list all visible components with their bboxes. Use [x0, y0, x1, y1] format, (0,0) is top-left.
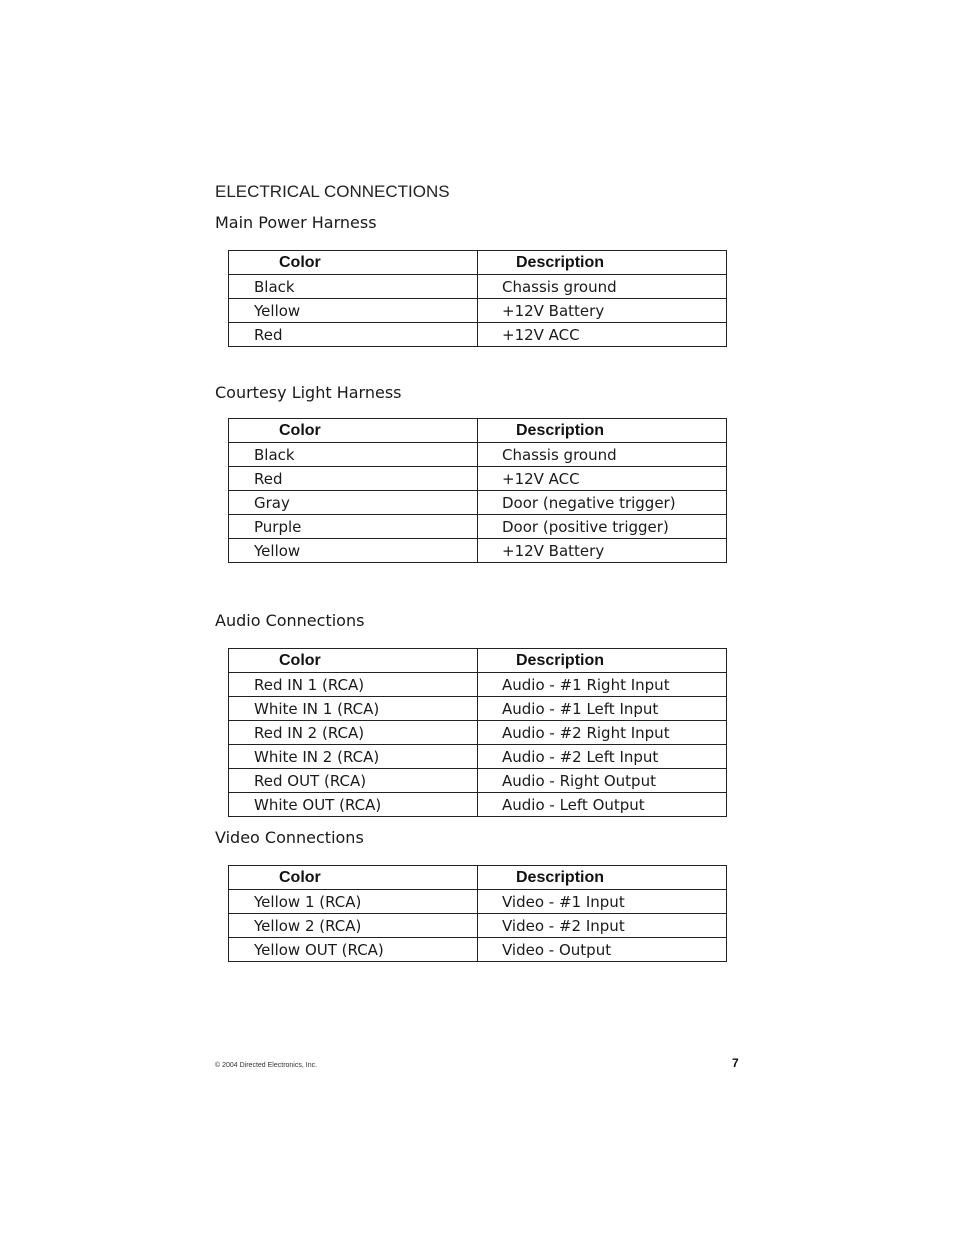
color-cell: White IN 2 (RCA)	[229, 745, 478, 769]
audio-table	[228, 648, 727, 817]
table-row	[229, 491, 727, 515]
color-cell: Yellow 1 (RCA)	[229, 890, 478, 914]
table-row	[229, 793, 727, 817]
color-cell: Red OUT (RCA)	[229, 769, 478, 793]
table-row	[229, 275, 727, 299]
description-header: Description	[478, 866, 727, 890]
description-cell: Audio - #2 Left Input	[478, 745, 727, 769]
description-header: Description	[478, 251, 727, 275]
color-header: Color	[229, 251, 478, 275]
page-number: 7	[732, 1056, 739, 1070]
audio-title: Audio Connections	[215, 611, 365, 630]
table-row	[229, 697, 727, 721]
table-row	[229, 515, 727, 539]
table-row	[229, 745, 727, 769]
color-cell: Black	[229, 275, 478, 299]
color-cell: Red IN 1 (RCA)	[229, 673, 478, 697]
description-cell: Audio - #2 Right Input	[478, 721, 727, 745]
description-cell: +12V ACC	[478, 467, 727, 491]
table-header-row	[229, 419, 727, 443]
table-row	[229, 890, 727, 914]
page-heading: ELECTRICAL CONNECTIONS	[215, 182, 450, 201]
color-cell: Black	[229, 443, 478, 467]
color-cell: Red	[229, 467, 478, 491]
color-cell: Yellow OUT (RCA)	[229, 938, 478, 962]
description-cell: Door (positive trigger)	[478, 515, 727, 539]
courtesy-table	[228, 418, 727, 563]
description-cell: +12V Battery	[478, 539, 727, 563]
color-cell: White IN 1 (RCA)	[229, 697, 478, 721]
video-table	[228, 865, 727, 962]
description-cell: Chassis ground	[478, 443, 727, 467]
color-cell: Yellow 2 (RCA)	[229, 914, 478, 938]
description-cell: Audio - Left Output	[478, 793, 727, 817]
color-cell: Yellow	[229, 539, 478, 563]
description-cell: +12V ACC	[478, 323, 727, 347]
description-cell: Chassis ground	[478, 275, 727, 299]
table-row	[229, 467, 727, 491]
table-row	[229, 323, 727, 347]
table-header-row	[229, 251, 727, 275]
table-row	[229, 299, 727, 323]
description-header: Description	[478, 649, 727, 673]
color-cell: Purple	[229, 515, 478, 539]
description-header: Description	[478, 419, 727, 443]
table-row	[229, 539, 727, 563]
description-cell: Video - #1 Input	[478, 890, 727, 914]
color-cell: White OUT (RCA)	[229, 793, 478, 817]
color-header: Color	[229, 866, 478, 890]
table-row	[229, 673, 727, 697]
description-cell: Audio - #1 Right Input	[478, 673, 727, 697]
description-cell: Audio - #1 Left Input	[478, 697, 727, 721]
description-cell: Door (negative trigger)	[478, 491, 727, 515]
table-row	[229, 938, 727, 962]
copyright-notice: © 2004 Directed Electronics, Inc.	[215, 1062, 318, 1069]
table-row	[229, 769, 727, 793]
table-header-row	[229, 649, 727, 673]
color-cell: Red IN 2 (RCA)	[229, 721, 478, 745]
color-header: Color	[229, 649, 478, 673]
color-cell: Yellow	[229, 299, 478, 323]
table-row	[229, 443, 727, 467]
table-header-row	[229, 866, 727, 890]
video-title: Video Connections	[215, 828, 364, 847]
main-power-table	[228, 250, 727, 347]
courtesy-title: Courtesy Light Harness	[215, 383, 402, 402]
table-row	[229, 914, 727, 938]
main-power-title: Main Power Harness	[215, 213, 377, 232]
table-row	[229, 721, 727, 745]
description-cell: Video - #2 Input	[478, 914, 727, 938]
description-cell: Video - Output	[478, 938, 727, 962]
color-cell: Red	[229, 323, 478, 347]
color-header: Color	[229, 419, 478, 443]
description-cell: +12V Battery	[478, 299, 727, 323]
color-cell: Gray	[229, 491, 478, 515]
description-cell: Audio - Right Output	[478, 769, 727, 793]
